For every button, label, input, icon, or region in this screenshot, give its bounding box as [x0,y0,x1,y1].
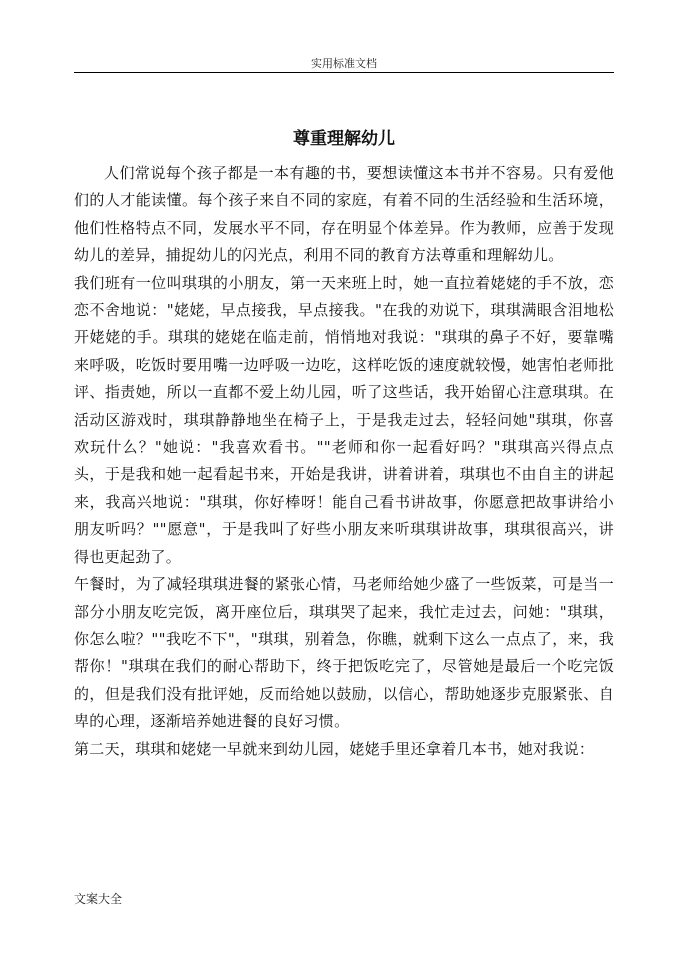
page-footer: 文案大全 [74,892,123,906]
paragraph-story-first-day: 我们班有一位叫琪琪的小朋友，第一天来班上时，她一直拉着姥姥的手不放，恋恋不舍地说："姥姥，早点接我，早点接我。"在我的劝说下，琪琪满眼含泪地松开姥姥的手。琪琪的姥姥在临走前，悄悄地对我说："琪琪的鼻子不好，要靠嘴来呼吸，吃饭时要用嘴一边呼吸一边吃，这样吃饭的速度就较慢，她害怕老师批评、指责她，所以一直都不爱上幼儿园，听了这些话，我开始留心注意琪琪。在活动区游戏时，琪琪静静地坐在椅子上，于是我走过去，轻轻问她"琪琪，你喜欢玩什么？"她说："我喜欢看书。""老师和你一起看好吗？"琪琪高兴得点点头，于是我和她一起看起书来，开始是我讲，讲着讲着，琪琪也不由自主的讲起来，我高兴地说："琪琪，你好棒呀！能自己看书讲故事，你愿意把故事讲给小朋友听吗？""愿意"，于是我叫了好些小朋友来听琪琪讲故事，琪琪很高兴，讲得也更起劲了。 [74,273,614,566]
paragraph-lunch: 午餐时，为了减轻琪琪进餐的紧张心情，马老师给她少盛了一些饭菜，可是当一部分小朋友吃完饭，离开座位后，琪琪哭了起来，我忙走过去，问她："琪琪，你怎么啦？""我吃不下"，"琪琪，别着急，你瞧，就剩下这么一点点了，来，我帮你！"琪琪在我们的耐心帮助下，终于把饭吃完了，尽管她是最后一个吃完饭的，但是我们没有批评她，反而给她以鼓励，以信心，帮助她逐步克服紧张、自卑的心理，逐渐培养她进餐的良好习惯。 [74,575,614,731]
document-body [74,160,614,763]
paragraph-intro: 人们常说每个孩子都是一本有趣的书，要想读懂这本书并不容易。只有爱他们的人才能读懂。每个孩子来自不同的家庭，有着不同的生活经验和生活环境，他们性格特点不同，发展水平不同，存在明显个体差异。作为教师，应善于发现幼儿的差异，捕捉幼儿的闪光点，利用不同的教育方法尊重和理解幼儿。 [74,164,614,265]
page-header: 实用标准文档 [311,57,377,70]
header-rule [74,72,614,73]
document-title: 尊重理解幼儿 [293,129,395,149]
paragraph-second-day: 第二天，琪琪和姥姥一早就来到幼儿园，姥姥手里还拿着几本书，她对我说： [74,739,595,758]
